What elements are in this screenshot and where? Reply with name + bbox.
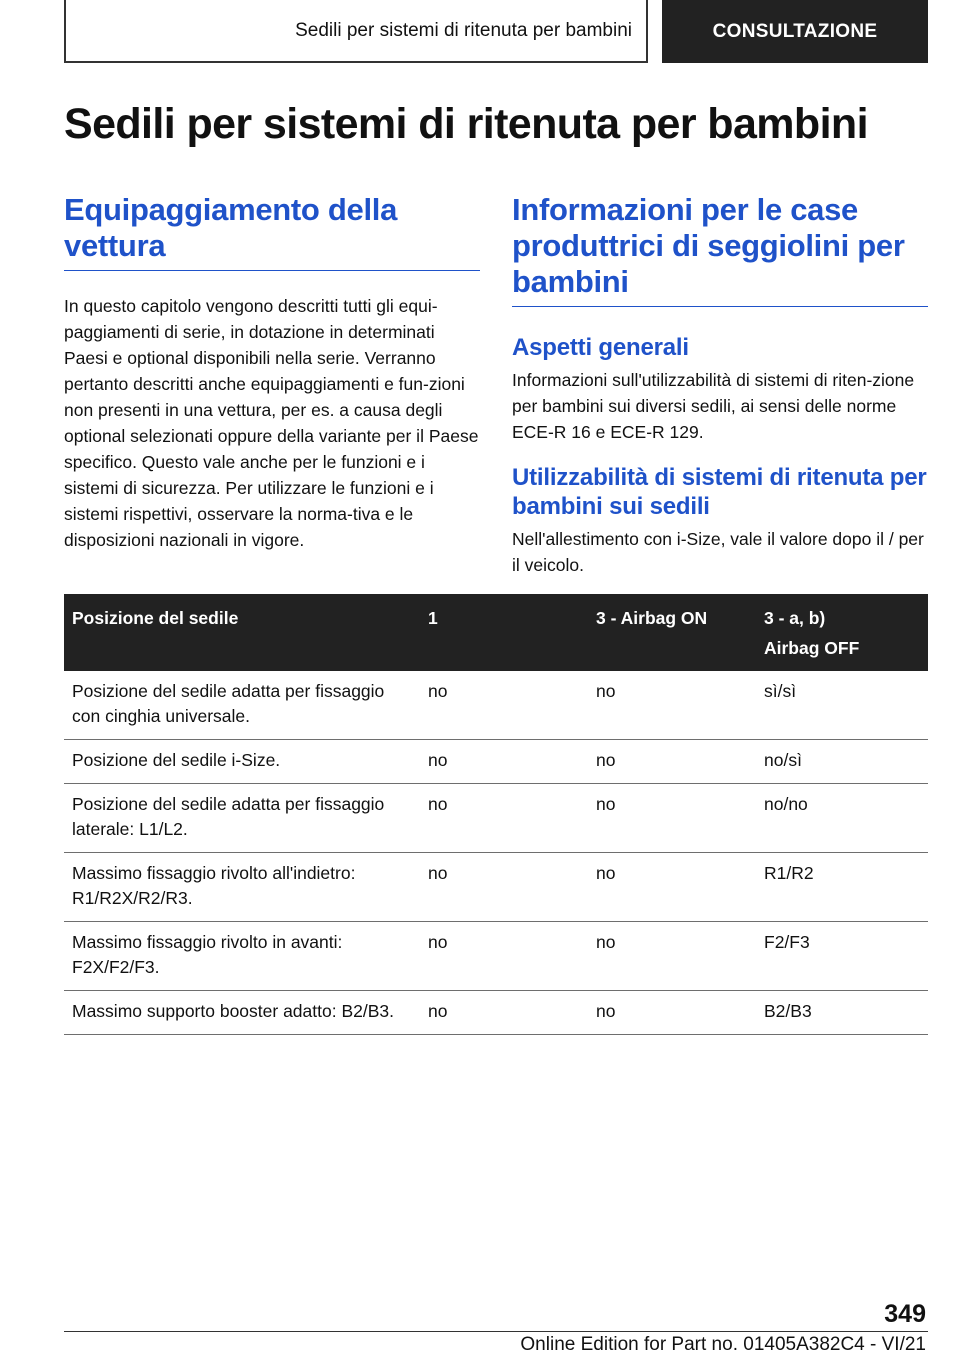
table-row xyxy=(64,853,928,922)
section-heading-manufacturers: Informazioni per le case produttrici di seggiolini per bambini xyxy=(512,192,928,307)
table-cell: no xyxy=(420,784,588,853)
table-cell: F2/F3 xyxy=(756,922,928,991)
running-header-title: Sedili per sistemi di ritenuta per bambini xyxy=(295,19,632,41)
table-cell: no xyxy=(588,671,756,740)
table-row xyxy=(64,740,928,784)
table-cell: no xyxy=(588,922,756,991)
page-title: Sedili per sistemi di ritenuta per bambini xyxy=(64,100,868,148)
header-cell-seat-3-airbag-on: 3 - Airbag ON xyxy=(588,594,756,671)
table-cell: Massimo fissaggio rivolto in avanti: F2X/F2/F3. xyxy=(64,922,420,991)
table-cell: no xyxy=(420,853,588,922)
table-cell: no xyxy=(420,922,588,991)
table-cell: no xyxy=(588,784,756,853)
table-row xyxy=(64,991,928,1035)
table-cell: no xyxy=(588,991,756,1035)
section-tab xyxy=(662,0,928,63)
table-row xyxy=(64,671,928,740)
table-cell: no xyxy=(420,740,588,784)
table-cell: Posizione del sedile adatta per fissaggio laterale: L1/L2. xyxy=(64,784,420,853)
footer-edition-text: Online Edition for Part no. 01405A382C4 - VI/21 xyxy=(520,1334,926,1355)
table-cell: no xyxy=(420,671,588,740)
table-cell: Massimo supporto booster adatto: B2/B3. xyxy=(64,991,420,1035)
table-cell: B2/B3 xyxy=(756,991,928,1035)
table-cell: R1/R2 xyxy=(756,853,928,922)
usability-paragraph: Nell'allestimento con i-Size, vale il valore dopo il / per il veicolo. xyxy=(512,529,924,575)
running-header xyxy=(64,0,648,63)
header-cell-seat-3-airbag-off xyxy=(756,594,928,671)
footer-divider xyxy=(64,1331,928,1332)
table-cell: sì/sì xyxy=(756,671,928,740)
table-cell: Posizione del sedile i-Size. xyxy=(64,740,420,784)
seat-usability-table xyxy=(64,594,928,1035)
table-cell: Posizione del sedile adatta per fissaggio con cinghia universale. xyxy=(64,671,420,740)
page-number: 349 xyxy=(884,1300,926,1328)
table-row xyxy=(64,922,928,991)
table-row xyxy=(64,784,928,853)
equipment-paragraph: In questo capitolo vengono descritti tutti gli equi-paggiamenti di serie, in dotazione in determinati Paesi e optional disponibili nella serie. Verranno pertanto descritti anche equipaggiamenti e fun-zioni non presenti in una vettura, per es. a causa degli optional selezionati oppure della variante per il Paese specifico. Questo vale anche per le funzioni e i sistemi di sicurezza. Per utilizzare le funzioni e i sistemi rispettivi, osservare la norma-tiva e le disposizioni nazionali in vigore. xyxy=(64,296,479,550)
header-cell-seat-1: 1 xyxy=(420,594,588,671)
subheading-usability: Utilizzabilità di sistemi di ritenuta per bambini sui sedili xyxy=(512,464,927,520)
table-cell: Massimo fissaggio rivolto all'indietro: R1/R2X/R2/R3. xyxy=(64,853,420,922)
left-column xyxy=(64,192,480,553)
subheading-general: Aspetti generali xyxy=(512,334,689,361)
section-heading-equipment: Equipaggiamento della vettura xyxy=(64,192,480,271)
right-column xyxy=(512,192,928,578)
table-cell: no xyxy=(588,853,756,922)
table-cell: no xyxy=(420,991,588,1035)
table-header-row xyxy=(64,594,928,671)
header-cell-seat-position: Posizione del sedile xyxy=(64,594,420,671)
header-cell-seat-3-line2: Airbag OFF xyxy=(764,638,860,658)
section-tab-label: CONSULTAZIONE xyxy=(712,20,878,42)
table-cell: no/no xyxy=(756,784,928,853)
table-cell: no xyxy=(588,740,756,784)
table-cell: no/sì xyxy=(756,740,928,784)
header-cell-seat-3-line1: 3 - a, b) xyxy=(764,608,826,628)
general-paragraph: Informazioni sull'utilizzabilità di sistemi di riten-zione per bambini sui diversi sedili, ai sensi delle norme ECE-R 16 e ECE-R 129. xyxy=(512,370,915,442)
